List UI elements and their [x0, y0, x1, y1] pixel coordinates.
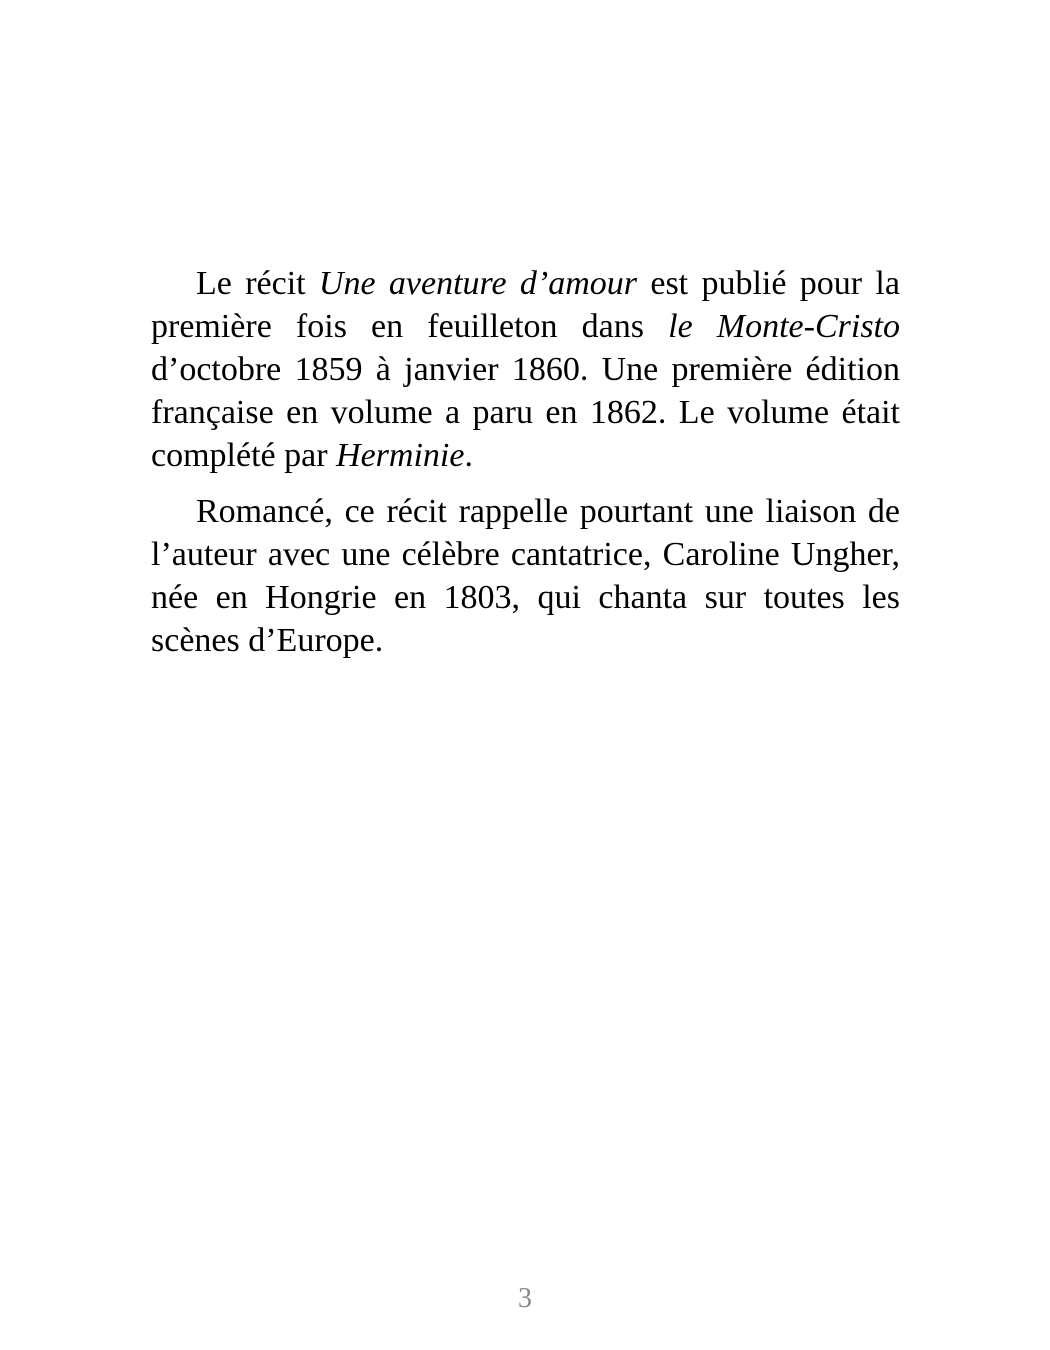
- body-text: [151, 262, 900, 675]
- text-segment: est publié pour la première fois en feuilleton dans: [151, 265, 900, 345]
- text-segment: d’octobre 1859 à janvier 1860. Une première édition française en volume a paru en 1862. Le volume était complété par: [151, 351, 900, 474]
- page-number: 3: [518, 1283, 532, 1314]
- paragraph-2: [151, 490, 900, 662]
- text-segment: Romancé, ce récit rappelle pourtant une liaison de l’auteur avec une célèbre cantatrice, Caroline Ungher, née en Hongrie en 1803, qui chanta sur toutes les scènes d’Europe.: [151, 493, 900, 659]
- text-segment: .: [464, 437, 473, 474]
- italic-title-une-aventure: Une aventure d’amour: [318, 265, 638, 302]
- paragraph-1: [151, 262, 900, 477]
- italic-title-herminie: Herminie: [336, 437, 465, 474]
- italic-title-monte-cristo: le Monte-Cristo: [668, 308, 900, 345]
- text-segment: Le récit: [196, 265, 319, 302]
